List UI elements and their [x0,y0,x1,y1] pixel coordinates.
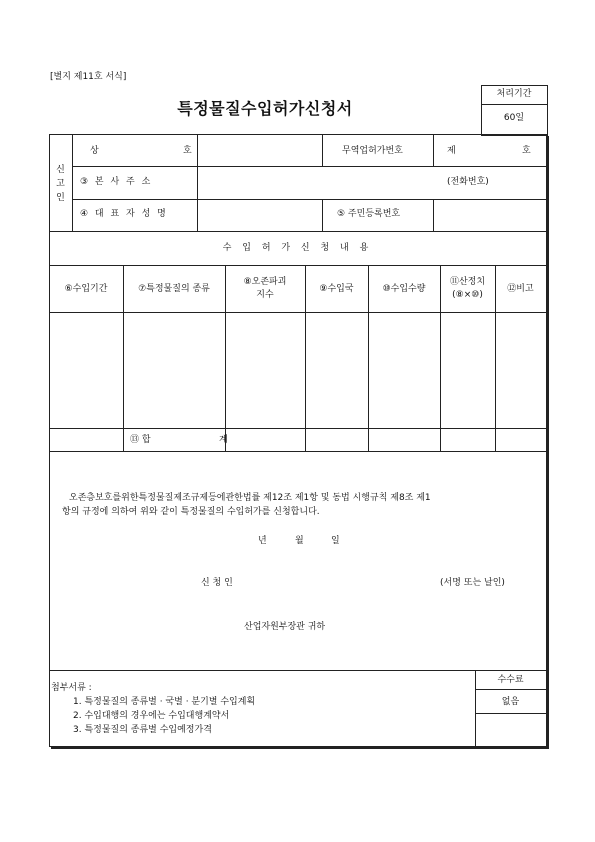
phone-label: (전화번호) [447,177,489,187]
rrn-field[interactable] [435,201,543,229]
statement-line-2: 항의 규정에 의하여 위와 같이 특정물질의 수입허가를 신청합니다. [62,507,320,517]
trade-license-field[interactable] [458,136,518,164]
date-day-label: 일 [331,536,340,546]
column-header-substance-type: ⑦특정물질의 종류 [138,284,210,294]
company-name-field[interactable] [199,136,320,164]
form-number: [별지 제11호 서식] [50,72,127,82]
fee-label: 수수료 [497,675,524,685]
address-label: ③ 본 사 주 소 [80,177,153,187]
details-section-title: 수 입 허 가 신 청 내 용 [222,243,373,253]
date-month-label: 월 [295,536,304,546]
total-label-suffix: 계 [219,435,228,445]
company-name-label: 상 [90,146,99,156]
substance-type-cell[interactable] [124,313,224,427]
trade-license-prefix: 제 [447,146,456,156]
trade-license-suffix: 호 [522,146,531,156]
column-header-calculated-formula: (⑧×⑩) [452,290,483,300]
total-label: ⑬ 합 [130,435,151,445]
column-header-import-period: ⑥수입기간 [64,284,108,294]
import-country-cell[interactable] [306,313,367,427]
column-header-odp-line2: 지수 [256,290,274,300]
date-year-label: 년 [258,536,267,546]
import-period-cell[interactable] [50,313,122,427]
statement-line-1: 오존층보호를위한특정물질제조규제등에관한법률 제12조 제1항 및 동법 시행규칙 제8조 제1 [69,493,431,503]
representative-field[interactable] [199,201,320,229]
attachment-item: 2. 수입대행의 경우에는 수입대행계약서 [73,711,230,721]
address-field[interactable] [199,168,439,197]
column-header-calculated-value: ⑪산정치 [449,277,486,287]
page-title: 특정물질수입허가신청서 [177,99,353,118]
trade-license-label: 무역업허가번호 [342,146,403,156]
column-header-remarks: ⑫비고 [507,284,534,294]
applicant-signature-field[interactable] [250,574,430,592]
import-quantity-cell[interactable] [369,313,439,427]
calculated-value-cell[interactable] [441,313,494,427]
rrn-label: ⑤ 주민등록번호 [337,209,401,219]
column-header-import-quantity: ⑩수입수량 [382,284,426,294]
attachments-title: 첨부서류 : [51,683,92,693]
attachment-item: 1. 특정물질의 종류별 · 국별 · 분기별 수입계획 [73,697,256,707]
column-header-odp: ⑧오존파괴 [243,277,287,287]
column-header-import-country: ⑨수입국 [319,284,354,294]
processing-period-value: 60일 [503,113,525,123]
applicant-signature-label: 신 청 인 [201,578,233,588]
fee-value: 없음 [501,697,520,707]
odp-cell[interactable] [226,313,304,427]
signature-note: (서명 또는 날인) [440,578,505,588]
representative-label: ④ 대 표 자 성 명 [80,209,168,219]
processing-period-label: 처리기간 [496,89,532,99]
attachment-item: 3. 특정물질의 종류별 수입예정가격 [73,725,212,735]
applicant-section-label: 신 [56,165,65,175]
recipient: 산업자원부장관 귀하 [244,622,326,632]
remarks-cell[interactable] [496,313,545,427]
